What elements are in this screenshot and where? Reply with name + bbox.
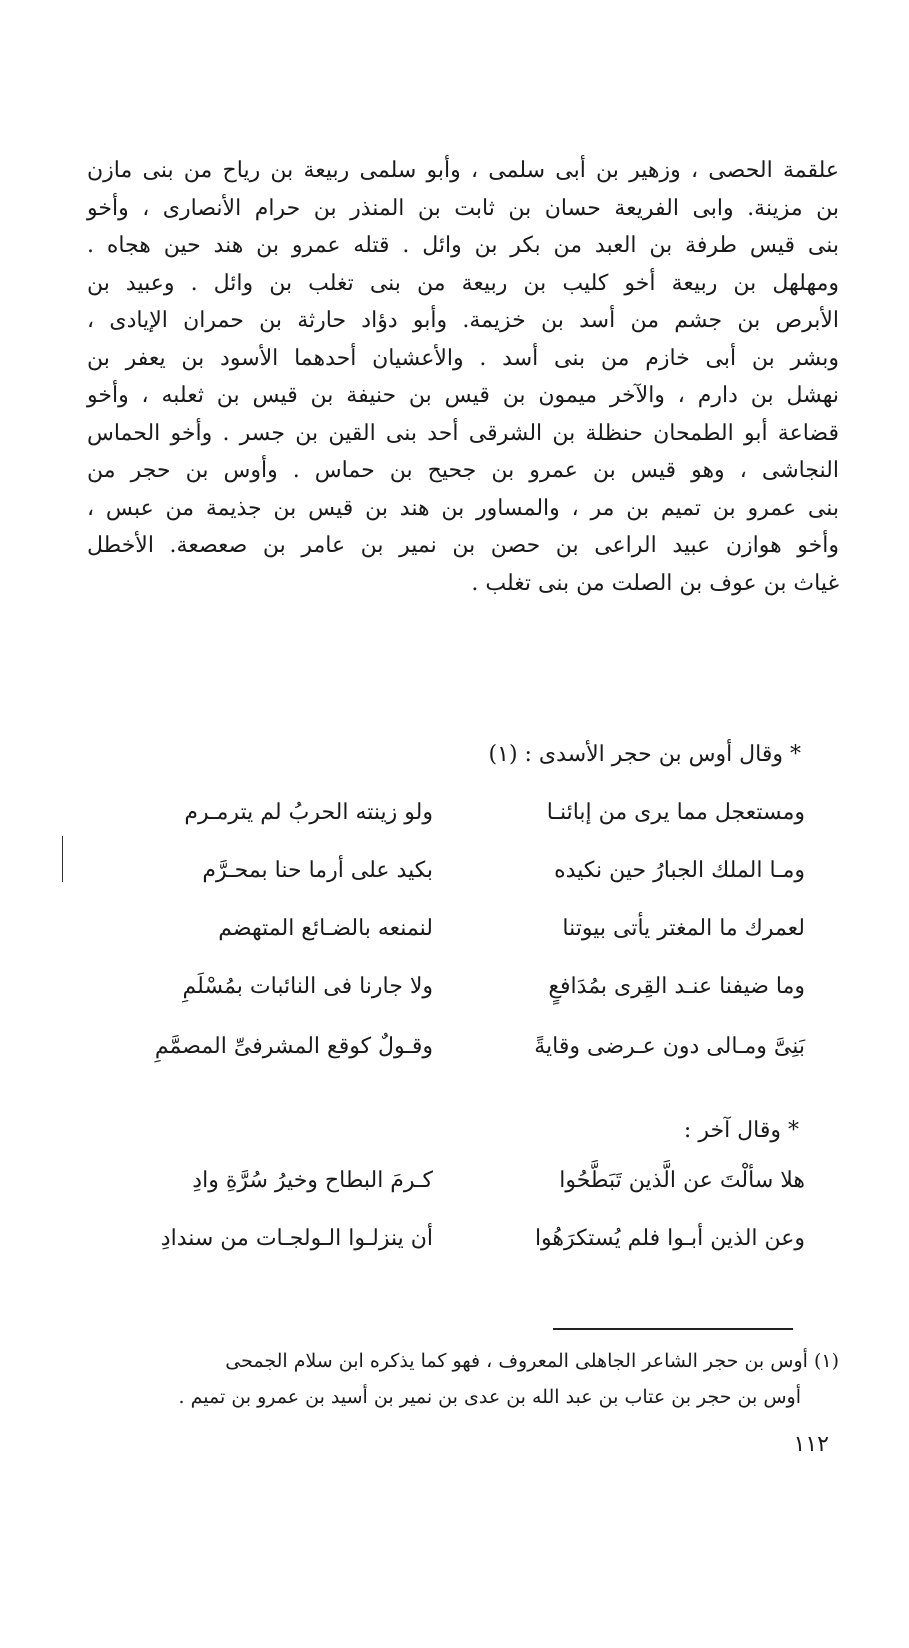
prose-line: غياث بن عوف بن الصلت من بنى تغلب . bbox=[471, 570, 839, 596]
verse-second-hemistich: كـرمَ البطاح وخيرُ سُرَّةِ وادِ bbox=[192, 1168, 433, 1193]
verse-second-hemistich: ولا جارنا فى النائبات بمُسْلَمِ bbox=[182, 974, 433, 999]
prose-line: وأخو هوازن عبيد الراعى بن حصن بن نمير بن عامر بن صعصعة. الأخطل bbox=[87, 533, 839, 558]
prose-line: بنى قيس طرفة بن العبد من بكر بن وائل . قتله عمرو بن هند حين هجاه . bbox=[87, 233, 839, 258]
verse-second-hemistich: وقـولٌ كوقع المشرفىِّ المصمَّمِ bbox=[154, 1034, 433, 1059]
poem-intro: * وقال أوس بن حجر الأسدى : (١) bbox=[488, 742, 801, 767]
margin-mark bbox=[62, 836, 63, 882]
verse-line bbox=[105, 1168, 805, 1208]
prose-line: بنى عمرو بن تميم بن مر ، والمساور بن هند بن قيس بن جذيمة من عبس ، bbox=[87, 495, 839, 521]
verse-first-hemistich: ومـا الملك الجبارُ حين نكيده bbox=[554, 858, 805, 883]
verse-first-hemistich: وما ضيفنا عنـد القِرى بمُدَافعٍ bbox=[548, 974, 805, 999]
verse-line bbox=[105, 974, 805, 1014]
prose-line: نهشل بن دارم ، والآخر ميمون بن قيس بن حنيفة بن قيس بن ثعلبه ، وأخو bbox=[87, 383, 839, 408]
verse-line bbox=[105, 1226, 805, 1266]
prose-line: الأبرص بن جشم من أسد بن خزيمة. وأبو دؤاد حارثة بن حمران الإيادى ، bbox=[87, 308, 839, 333]
footnote-line: أوس بن حجر بن عتاب بن عبد الله بن عدى بن نمير بن أسيد بن عمرو بن تميم . bbox=[178, 1386, 801, 1408]
verse-line bbox=[105, 858, 805, 898]
page-number: ١١٢ bbox=[793, 1432, 829, 1457]
verse-first-hemistich: هلا سألْتَ عن الَّذين تَبَطَّحُوا bbox=[559, 1168, 805, 1193]
prose-line: قضاعة أبو الطمحان حنظلة بن الشرقى أحد بنى القين بن جسر . وأخو الحماس bbox=[87, 420, 839, 446]
verse-first-hemistich: وعن الذين أبـوا فلم يُستكرَهُوا bbox=[534, 1226, 805, 1251]
prose-line: ومهلهل بن ربيعة أخو كليب بن ربيعة من بنى تغلب بن وائل . وعبيد بن bbox=[87, 270, 839, 296]
verse-second-hemistich: بكيد على أرما حنا بمحـرَّم bbox=[202, 858, 433, 883]
prose-line: بن مزينة. وابى الفريعة حسان بن ثابت بن المنذر بن حرام الأنصارى ، وأخو bbox=[87, 195, 839, 221]
verse-line bbox=[105, 800, 805, 840]
verse-second-hemistich: أن ينزلـوا الـولجـات من سندادِ bbox=[160, 1226, 433, 1251]
prose-line: النجاشى ، وهو قيس بن عمرو بن جحيح بن حماس . وأوس بن حجر من bbox=[87, 458, 839, 483]
verse-second-hemistich: ولو زينته الحربُ لم يترمـرم bbox=[184, 800, 433, 825]
prose-paragraph bbox=[87, 152, 839, 602]
verse-first-hemistich: لعمرك ما المغتر يأتى بيوتنا bbox=[562, 916, 805, 941]
prose-line: علقمة الحصى ، وزهير بن أبى سلمى ، وأبو سلمى ربيعة بن رياح من بنى مازن bbox=[87, 158, 839, 183]
verse-line bbox=[105, 916, 805, 956]
verse-line bbox=[105, 1034, 805, 1074]
footnote-line: (١) أوس بن حجر الشاعر الجاهلى المعروف ، فهو كما يذكره ابن سلام الجمحى bbox=[225, 1350, 839, 1372]
poem-intro: * وقال آخر : bbox=[683, 1118, 799, 1143]
footnote-divider bbox=[553, 1328, 793, 1330]
verse-second-hemistich: لنمنعه بالضـائع المتهضم bbox=[218, 916, 433, 941]
prose-line: وبشر بن أبى خازم من بنى أسد . والأعشيان أحدهما الأسود بن يعفر بن bbox=[87, 345, 839, 371]
verse-first-hemistich: ومستعجل مما يرى من إبائنـا bbox=[546, 800, 805, 825]
verse-first-hemistich: بَنِىَّ ومـالى دون عـرضى وقايةً bbox=[534, 1034, 805, 1059]
